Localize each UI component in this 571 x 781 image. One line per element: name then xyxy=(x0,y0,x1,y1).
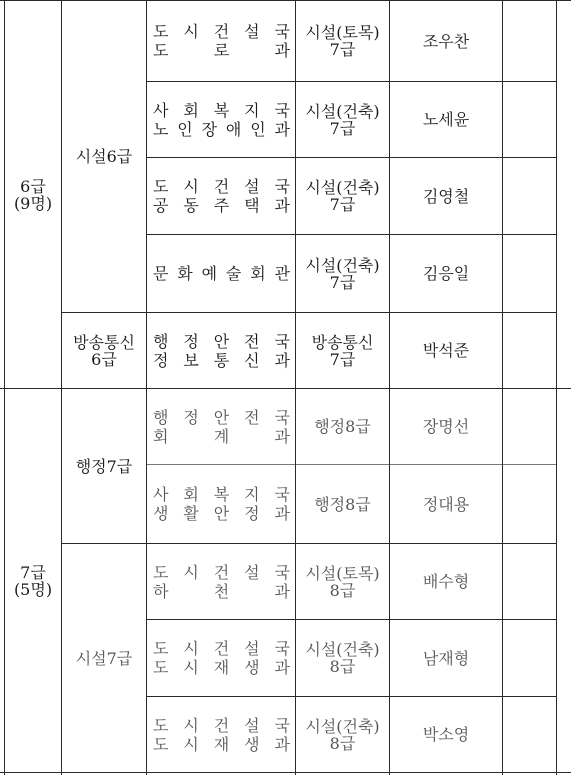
department-cell xyxy=(153,235,290,312)
department-line: 도 시 건 설 국 xyxy=(153,177,290,196)
position-label: 시설(토목) xyxy=(305,563,380,583)
grade-group-cell xyxy=(5,389,61,772)
department-line-2: 하 천 과 xyxy=(153,581,290,601)
grade-label: 6급 xyxy=(20,176,46,196)
position-cell xyxy=(296,1,389,81)
person-name: 배수형 xyxy=(422,572,470,591)
position-label: 시설(토목) xyxy=(305,23,380,42)
department-line: 행 정 안 전 국 xyxy=(153,407,290,427)
person-name: 노세윤 xyxy=(422,110,470,129)
department-cell xyxy=(153,82,290,157)
position-label: 행정8급 xyxy=(314,494,371,514)
position-label: 시설(건축) xyxy=(305,716,380,736)
department-line: 행 정 안 전 국 xyxy=(153,331,290,351)
position-grade: 8급 xyxy=(329,580,356,600)
department-cell xyxy=(153,465,290,543)
category-label: 시설6급 xyxy=(75,147,133,166)
col-divider xyxy=(502,0,503,775)
grade-count: (5명) xyxy=(13,579,53,599)
department-cell xyxy=(153,620,290,696)
position-label: 시설(건축) xyxy=(305,640,380,659)
person-name: 김영철 xyxy=(422,186,470,206)
position-cell xyxy=(296,158,389,234)
department-line: 도 시 건 설 국 xyxy=(153,715,290,735)
position-grade: 7급 xyxy=(329,40,356,59)
department-line-2: 정 보 통 신 과 xyxy=(153,350,290,370)
category-cell xyxy=(62,313,146,388)
category-label: 시설7급 xyxy=(75,648,133,668)
department-line-2: 도 로 과 xyxy=(153,41,290,60)
person-name: 김응일 xyxy=(422,264,470,283)
department-line: 도 시 건 설 국 xyxy=(153,639,290,658)
position-label: 시설(건축) xyxy=(305,255,380,275)
department-line: 도 시 건 설 국 xyxy=(153,562,290,582)
position-grade: 8급 xyxy=(329,657,356,676)
position-grade: 8급 xyxy=(329,733,356,753)
department-cell xyxy=(153,158,290,234)
person-name: 남재형 xyxy=(422,648,470,668)
person-name: 장명선 xyxy=(422,417,470,436)
row-divider xyxy=(0,772,571,773)
person-name: 박소영 xyxy=(422,725,470,744)
grade-label: 7급 xyxy=(20,562,46,582)
category-label-line2: 6급 xyxy=(91,349,117,369)
position-cell xyxy=(296,389,389,464)
department-cell xyxy=(153,313,290,388)
department-cell xyxy=(153,697,290,772)
department-line-2: 도 시 재 생 과 xyxy=(153,658,290,677)
position-label: 시설(건축) xyxy=(305,101,380,121)
department-cell xyxy=(153,544,290,619)
position-label: 행정8급 xyxy=(314,417,371,436)
category-cell xyxy=(62,544,146,772)
position-grade: 7급 xyxy=(329,349,356,369)
category-label: 방송통신 xyxy=(73,332,135,352)
position-cell xyxy=(296,697,389,772)
department-line-2: 노 인 장 애 인 과 xyxy=(153,119,290,139)
department-line-2: 공 동 주 택 과 xyxy=(153,196,290,215)
position-cell xyxy=(296,235,389,312)
department-line-2: 회 계 과 xyxy=(153,426,290,446)
grade-count: (9명) xyxy=(13,193,53,213)
position-label: 방송통신 xyxy=(311,332,374,352)
col-divider xyxy=(146,0,147,775)
position-grade: 7급 xyxy=(329,272,356,292)
department-line: 사 회 복 지 국 xyxy=(153,485,290,504)
position-cell xyxy=(296,82,389,157)
position-cell xyxy=(296,465,389,543)
position-label: 시설(건축) xyxy=(305,178,380,197)
col-divider xyxy=(556,0,557,775)
position-cell xyxy=(296,313,389,388)
department-line: 사 회 복 지 국 xyxy=(153,100,290,120)
category-label: 행정7급 xyxy=(75,456,133,476)
person-name: 박석준 xyxy=(422,341,470,360)
grade-group-cell xyxy=(5,1,61,388)
position-cell xyxy=(296,620,389,696)
department-line: 도 시 건 설 국 xyxy=(153,22,290,41)
department-line-2: 도 시 재 생 과 xyxy=(153,734,290,754)
position-grade: 7급 xyxy=(329,118,356,138)
category-cell xyxy=(62,389,146,543)
department-cell xyxy=(153,1,290,81)
department-line-2: 생 활 안 정 과 xyxy=(153,504,290,523)
position-cell xyxy=(296,544,389,619)
person-name: 정대용 xyxy=(422,494,470,514)
position-grade: 7급 xyxy=(329,195,356,214)
department-line: 문 화 예 술 회 관 xyxy=(153,264,290,283)
category-cell xyxy=(62,1,146,312)
department-cell xyxy=(153,389,290,464)
person-name: 조우찬 xyxy=(422,31,470,51)
